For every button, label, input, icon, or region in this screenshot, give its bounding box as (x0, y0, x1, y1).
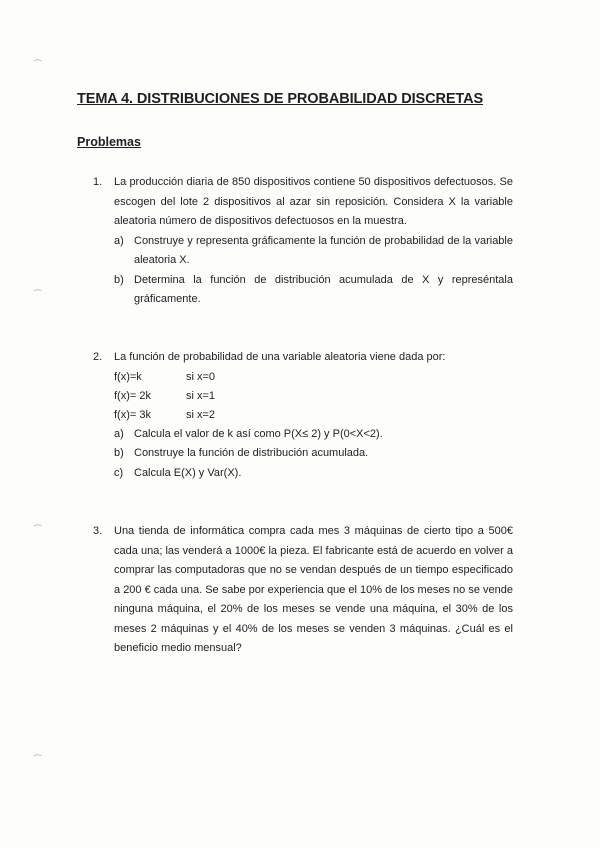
part-label: b) (114, 273, 124, 286)
problem-number: 1. (93, 176, 103, 188)
part-text: Construye la función de distribución acumulada. (134, 447, 369, 459)
formula-row (114, 387, 513, 406)
section-heading: Problemas (77, 135, 141, 149)
problem-3 (93, 522, 513, 659)
page-title: TEMA 4. DISTRIBUCIONES DE PROBABILIDAD DISCRETAS (77, 91, 484, 107)
problem-part (114, 425, 513, 445)
formula-condition: si x=1 (186, 389, 216, 402)
formula-row (114, 406, 513, 425)
part-text: Calcula el valor de k así como P(X≤ 2) y P(0<X<2). (134, 427, 383, 440)
scan-mark: ⁀ (34, 755, 42, 765)
problem-part (114, 464, 513, 484)
part-text: Construye y representa gráficamente la función de probabilidad de la variable aleatoria X. (134, 234, 513, 266)
formula-expression: f(x)= 2k (114, 389, 151, 402)
problem-number: 2. (93, 351, 103, 363)
formula-expression: f(x)= 3k (114, 408, 151, 421)
problem-part (114, 232, 513, 271)
problem-text: La función de probabilidad de una variable aleatoria viene dada por: (114, 351, 446, 363)
part-label: a) (114, 234, 124, 247)
part-label: b) (114, 447, 124, 459)
formula-expression: f(x)=k (114, 370, 142, 383)
scan-mark: ⁀ (34, 525, 42, 535)
problem-text: La producción diaria de 850 dispositivos contiene 50 dispositivos defectuosos. Se escogen del lote 2 dispositivos al azar sin reposición. Considera X la variable aleatoria número de dispositivos defectuosos en la muestra. (114, 176, 513, 227)
problem-part (114, 271, 513, 310)
problem-1 (93, 173, 513, 310)
part-label: a) (114, 427, 124, 440)
part-label: c) (114, 466, 124, 479)
formula-condition: si x=2 (186, 408, 216, 421)
problem-number: 3. (93, 525, 103, 537)
problem-part (114, 444, 513, 464)
problem-2 (93, 348, 513, 483)
problem-text: Una tienda de informática compra cada mes 3 máquinas de cierto tipo a 500€ cada una; las venderá a 1000€ la pieza. El fabricante está de acuerdo en volver a comprar las computadoras que no se vendan después de un tiempo especificado a 200 € cada una. Se sabe por experiencia que el 10% de los meses no se vende ninguna máquina, el 20% de los meses se vende una máquina, el 30% de los meses 2 máquinas y el 40% de los meses se venden 3 máquinas. ¿Cuál es el beneficio medio mensual? (114, 525, 513, 654)
scan-mark: ⁀ (34, 60, 42, 70)
formula-row (114, 368, 513, 387)
scan-mark: ⁀ (34, 290, 42, 300)
formula-condition: si x=0 (186, 370, 216, 383)
part-text: Determina la función de distribución acumulada de X y represéntala gráficamente. (134, 273, 513, 305)
part-text: Calcula E(X) y Var(X). (134, 466, 242, 479)
